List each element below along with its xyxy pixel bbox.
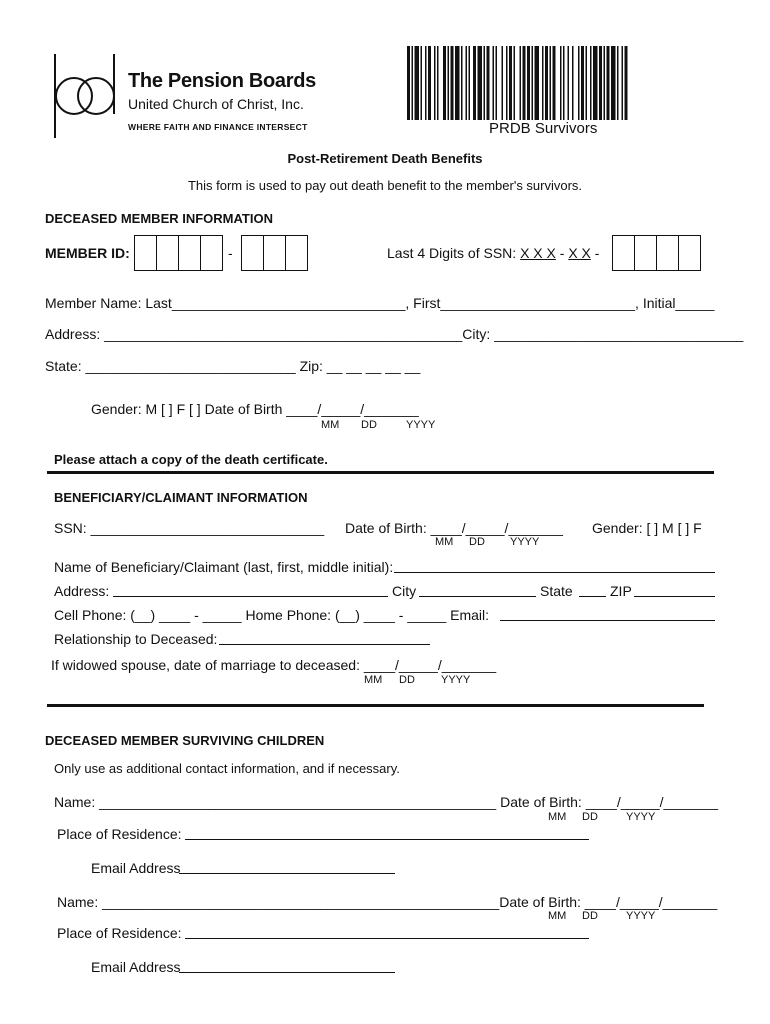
beneficiary-address-field[interactable]: [113, 596, 388, 597]
child-2-residence-field[interactable]: [185, 938, 589, 939]
child-2-dd: DD: [582, 910, 598, 922]
pb-logo-icon: [50, 52, 122, 140]
member-id-label: MEMBER ID:: [45, 245, 130, 261]
beneficiary-zip-field[interactable]: [634, 596, 715, 597]
beneficiary-phone-line[interactable]: Cell Phone: (__) ____ - _____ Home Phone: (__) ____ - _____ Email:: [54, 607, 490, 623]
member-address-line[interactable]: Address: ______________________________________________City: ________________________________: [45, 326, 744, 342]
member-id-dash: -: [228, 245, 233, 261]
beneficiary-name-label: Name of Beneficiary/Claimant (last, first, middle initial):: [54, 559, 394, 575]
member-id-boxes-2[interactable]: [241, 235, 308, 271]
beneficiary-city-label: City: [392, 583, 417, 599]
child-1-yyyy: YYYY: [626, 811, 656, 823]
beneficiary-dob-line[interactable]: Date of Birth: ____/_____/_______: [345, 520, 563, 536]
section-divider-2: [47, 704, 704, 707]
dob-dd: DD: [361, 419, 377, 431]
beneficiary-city-field[interactable]: [419, 596, 536, 597]
child-2-residence-label: Place of Residence:: [57, 925, 182, 941]
ben-dob-yyyy: YYYY: [510, 536, 540, 548]
children-heading: DECEASED MEMBER SURVIVING CHILDREN: [45, 733, 325, 748]
barcode-icon: [405, 46, 690, 120]
child-2-name-line[interactable]: Name: ___________________________________________________Date of Birth: ____/_____/_______: [57, 894, 718, 910]
beneficiary-name-field[interactable]: [394, 572, 715, 573]
logo-title: The Pension Boards: [128, 70, 316, 92]
ssn-mask-1: X X X: [520, 245, 556, 261]
beneficiary-relationship-label: Relationship to Deceased:: [54, 631, 218, 647]
marr-yyyy: YYYY: [441, 674, 471, 686]
child-1-mm: MM: [548, 811, 567, 823]
child-1-email-label: Email Address: [91, 860, 181, 876]
child-1-residence-label: Place of Residence:: [57, 826, 182, 842]
beneficiary-ssn-line[interactable]: SSN: ______________________________: [54, 520, 325, 536]
barcode-caption: PRDB Survivors: [489, 120, 598, 137]
logo-subtitle: United Church of Christ, Inc.: [128, 96, 304, 112]
beneficiary-heading: BENEFICIARY/CLAIMANT INFORMATION: [54, 490, 308, 505]
attach-certificate-note: Please attach a copy of the death certificate.: [54, 452, 328, 467]
ben-dob-mm: MM: [435, 536, 454, 548]
children-note: Only use as additional contact information, and if necessary.: [54, 761, 400, 776]
ben-dob-dd: DD: [469, 536, 485, 548]
beneficiary-gender-line[interactable]: Gender: [ ] M [ ] F: [592, 520, 702, 536]
ssn-dash: -: [590, 245, 600, 261]
child-1-residence-field[interactable]: [185, 839, 589, 840]
logo-mark: [50, 52, 122, 140]
member-id-boxes-1[interactable]: [134, 235, 223, 271]
child-2-email-label: Email Address: [91, 959, 181, 975]
child-1-email-field[interactable]: [179, 873, 395, 874]
form-intro: This form is used to pay out death benefit to the member's survivors.: [187, 178, 583, 193]
ssn-last4-label: [387, 245, 599, 261]
marr-mm: MM: [364, 674, 383, 686]
child-2-mm: MM: [548, 910, 567, 922]
ssn-last4-text: Last 4 Digits of SSN:: [387, 245, 517, 261]
ssn-mask-2: X X: [568, 245, 591, 261]
form-title: Post-Retirement Death Benefits: [287, 151, 483, 166]
dob-yyyy: YYYY: [406, 419, 436, 431]
beneficiary-state-label: State: [540, 583, 573, 599]
ssn-sep: -: [555, 245, 569, 261]
logo-tagline: WHERE FAITH AND FINANCE INTERSECT: [128, 122, 308, 132]
section-divider-1: [47, 471, 714, 474]
child-1-name-line[interactable]: Name: ___________________________________________________ Date of Birth: ____/_____/_______: [54, 794, 719, 810]
beneficiary-state-field[interactable]: [579, 596, 606, 597]
member-name-line[interactable]: Member Name: Last______________________________, First_________________________, Initial_____: [45, 295, 715, 311]
dob-mm: MM: [321, 419, 340, 431]
child-1-dd: DD: [582, 811, 598, 823]
beneficiary-email-field[interactable]: [500, 620, 715, 621]
child-2-email-field[interactable]: [179, 972, 395, 973]
beneficiary-relationship-field[interactable]: [219, 644, 430, 645]
ssn-last4-boxes[interactable]: [612, 235, 701, 271]
beneficiary-address-label: Address:: [54, 583, 110, 599]
deceased-heading: DECEASED MEMBER INFORMATION: [45, 211, 273, 226]
member-gender-dob-line[interactable]: Gender: M [ ] F [ ] Date of Birth ____/_____/_______: [91, 401, 419, 417]
beneficiary-zip-label: ZIP: [610, 583, 632, 599]
marr-dd: DD: [399, 674, 415, 686]
barcode: [405, 46, 690, 120]
member-state-line[interactable]: State: ___________________________ Zip: __ __ __ __ __: [45, 358, 421, 374]
marriage-date-line[interactable]: If widowed spouse, date of marriage to deceased: ____/_____/_______: [51, 657, 497, 673]
child-2-yyyy: YYYY: [626, 910, 656, 922]
